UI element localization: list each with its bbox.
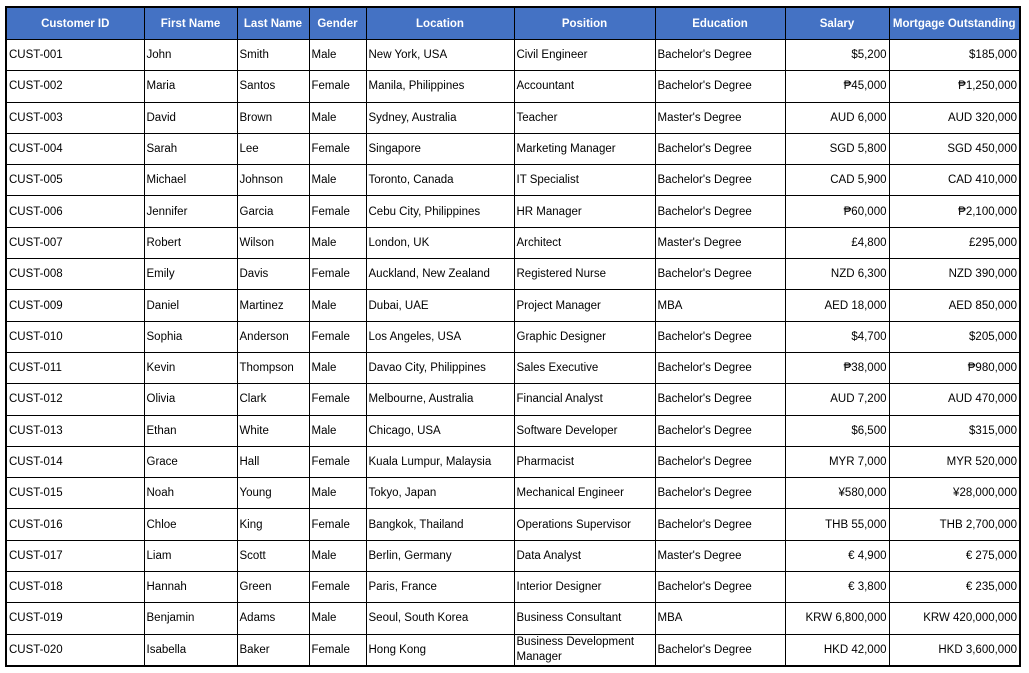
position-cell[interactable]: Business Development Manager	[514, 634, 655, 666]
salary-cell[interactable]: $6,500	[785, 415, 889, 446]
column-header-first-name[interactable]: First Name	[144, 7, 237, 40]
last-name-cell[interactable]: Smith	[237, 40, 309, 71]
gender-cell[interactable]: Male	[309, 352, 366, 383]
table-row	[6, 321, 1020, 352]
last-name-cell[interactable]: Young	[237, 478, 309, 509]
gender-cell[interactable]: Male	[309, 102, 366, 133]
column-header-last-name[interactable]: Last Name	[237, 7, 309, 40]
customer-id-cell[interactable]: CUST-015	[6, 478, 144, 509]
education-cell[interactable]: Bachelor's Degree	[655, 133, 785, 164]
salary-cell[interactable]: $5,200	[785, 40, 889, 71]
last-name-cell[interactable]: Scott	[237, 540, 309, 571]
education-cell[interactable]: Master's Degree	[655, 227, 785, 258]
table-row	[6, 352, 1020, 383]
last-name-cell[interactable]: Green	[237, 572, 309, 603]
customer-id-cell[interactable]: CUST-006	[6, 196, 144, 227]
first-name-cell[interactable]: Sophia	[144, 321, 237, 352]
customer-id-cell[interactable]: CUST-001	[6, 40, 144, 71]
last-name-cell[interactable]: Brown	[237, 102, 309, 133]
education-cell[interactable]: Bachelor's Degree	[655, 415, 785, 446]
table-row	[6, 478, 1020, 509]
position-cell[interactable]: Teacher	[514, 102, 655, 133]
location-cell[interactable]: Kuala Lumpur, Malaysia	[366, 446, 514, 477]
customer-id-cell[interactable]: CUST-009	[6, 290, 144, 321]
column-header-gender[interactable]: Gender	[309, 7, 366, 40]
salary-cell[interactable]: HKD 42,000	[785, 634, 889, 666]
customer-id-cell[interactable]: CUST-005	[6, 165, 144, 196]
last-name-cell[interactable]: Thompson	[237, 352, 309, 383]
mortgage-cell[interactable]: $205,000	[889, 321, 1020, 352]
location-cell[interactable]: Seoul, South Korea	[366, 603, 514, 634]
table-row	[6, 165, 1020, 196]
gender-cell[interactable]: Male	[309, 540, 366, 571]
education-cell[interactable]: Bachelor's Degree	[655, 40, 785, 71]
last-name-cell[interactable]: King	[237, 509, 309, 540]
salary-cell[interactable]: KRW 6,800,000	[785, 603, 889, 634]
first-name-cell[interactable]: Daniel	[144, 290, 237, 321]
salary-cell[interactable]: MYR 7,000	[785, 446, 889, 477]
mortgage-cell[interactable]: ¥28,000,000	[889, 478, 1020, 509]
mortgage-cell[interactable]: AUD 470,000	[889, 384, 1020, 415]
education-cell[interactable]: MBA	[655, 603, 785, 634]
customer-id-cell[interactable]: CUST-017	[6, 540, 144, 571]
location-cell[interactable]: Sydney, Australia	[366, 102, 514, 133]
position-cell[interactable]: Marketing Manager	[514, 133, 655, 164]
salary-cell[interactable]: AUD 6,000	[785, 102, 889, 133]
position-cell[interactable]: Operations Supervisor	[514, 509, 655, 540]
gender-cell[interactable]: Male	[309, 227, 366, 258]
position-cell[interactable]: Software Developer	[514, 415, 655, 446]
gender-cell[interactable]: Female	[309, 321, 366, 352]
salary-cell[interactable]: ₱38,000	[785, 352, 889, 383]
salary-cell[interactable]: NZD 6,300	[785, 259, 889, 290]
first-name-cell[interactable]: Emily	[144, 259, 237, 290]
gender-cell[interactable]: Female	[309, 384, 366, 415]
position-cell[interactable]: HR Manager	[514, 196, 655, 227]
education-cell[interactable]: Bachelor's Degree	[655, 321, 785, 352]
salary-cell[interactable]: ₱60,000	[785, 196, 889, 227]
mortgage-cell[interactable]: THB 2,700,000	[889, 509, 1020, 540]
gender-cell[interactable]: Female	[309, 71, 366, 102]
position-cell[interactable]: Sales Executive	[514, 352, 655, 383]
gender-cell[interactable]: Male	[309, 40, 366, 71]
header-row	[6, 7, 1020, 40]
first-name-cell[interactable]: Liam	[144, 540, 237, 571]
salary-cell[interactable]: AED 18,000	[785, 290, 889, 321]
education-cell[interactable]: Bachelor's Degree	[655, 165, 785, 196]
customer-id-cell[interactable]: CUST-018	[6, 572, 144, 603]
last-name-cell[interactable]: Lee	[237, 133, 309, 164]
gender-cell[interactable]: Female	[309, 133, 366, 164]
salary-cell[interactable]: € 3,800	[785, 572, 889, 603]
gender-cell[interactable]: Female	[309, 509, 366, 540]
location-cell[interactable]: Manila, Philippines	[366, 71, 514, 102]
customer-id-cell[interactable]: CUST-008	[6, 259, 144, 290]
table-row	[6, 196, 1020, 227]
first-name-cell[interactable]: Noah	[144, 478, 237, 509]
gender-cell[interactable]: Female	[309, 572, 366, 603]
education-cell[interactable]: Bachelor's Degree	[655, 196, 785, 227]
customer-id-cell[interactable]: CUST-014	[6, 446, 144, 477]
table-row	[6, 290, 1020, 321]
mortgage-cell[interactable]: CAD 410,000	[889, 165, 1020, 196]
customer-id-cell[interactable]: CUST-020	[6, 634, 144, 666]
customer-id-cell[interactable]: CUST-010	[6, 321, 144, 352]
first-name-cell[interactable]: Michael	[144, 165, 237, 196]
salary-cell[interactable]: ¥580,000	[785, 478, 889, 509]
last-name-cell[interactable]: Baker	[237, 634, 309, 666]
position-cell[interactable]: Mechanical Engineer	[514, 478, 655, 509]
education-cell[interactable]: Bachelor's Degree	[655, 259, 785, 290]
customer-table	[5, 6, 1021, 667]
salary-cell[interactable]: ₱45,000	[785, 71, 889, 102]
education-cell[interactable]: Master's Degree	[655, 540, 785, 571]
salary-cell[interactable]: THB 55,000	[785, 509, 889, 540]
salary-cell[interactable]: AUD 7,200	[785, 384, 889, 415]
salary-cell[interactable]: CAD 5,900	[785, 165, 889, 196]
location-cell[interactable]: Cebu City, Philippines	[366, 196, 514, 227]
mortgage-cell[interactable]: £295,000	[889, 227, 1020, 258]
table-row	[6, 384, 1020, 415]
first-name-cell[interactable]: Sarah	[144, 133, 237, 164]
position-cell[interactable]: Accountant	[514, 71, 655, 102]
table-row	[6, 40, 1020, 71]
customer-id-cell[interactable]: CUST-007	[6, 227, 144, 258]
location-cell[interactable]: Chicago, USA	[366, 415, 514, 446]
gender-cell[interactable]: Female	[309, 446, 366, 477]
mortgage-cell[interactable]: € 235,000	[889, 572, 1020, 603]
education-cell[interactable]: Bachelor's Degree	[655, 572, 785, 603]
customer-id-cell[interactable]: CUST-002	[6, 71, 144, 102]
gender-cell[interactable]: Female	[309, 259, 366, 290]
last-name-cell[interactable]: Garcia	[237, 196, 309, 227]
location-cell[interactable]: Los Angeles, USA	[366, 321, 514, 352]
position-cell[interactable]: Pharmacist	[514, 446, 655, 477]
customer-id-cell[interactable]: CUST-016	[6, 509, 144, 540]
position-cell[interactable]: Graphic Designer	[514, 321, 655, 352]
gender-cell[interactable]: Male	[309, 415, 366, 446]
mortgage-cell[interactable]: KRW 420,000,000	[889, 603, 1020, 634]
gender-cell[interactable]: Male	[309, 478, 366, 509]
position-cell[interactable]: Project Manager	[514, 290, 655, 321]
last-name-cell[interactable]: Clark	[237, 384, 309, 415]
mortgage-cell[interactable]: NZD 390,000	[889, 259, 1020, 290]
education-cell[interactable]: Bachelor's Degree	[655, 509, 785, 540]
column-header-salary[interactable]: Salary	[785, 7, 889, 40]
table-row	[6, 102, 1020, 133]
location-cell[interactable]: Melbourne, Australia	[366, 384, 514, 415]
table-row	[6, 603, 1020, 634]
education-cell[interactable]: Bachelor's Degree	[655, 478, 785, 509]
column-header-education[interactable]: Education	[655, 7, 785, 40]
first-name-cell[interactable]: John	[144, 40, 237, 71]
gender-cell[interactable]: Male	[309, 290, 366, 321]
column-header-position[interactable]: Position	[514, 7, 655, 40]
education-cell[interactable]: Bachelor's Degree	[655, 446, 785, 477]
mortgage-cell[interactable]: € 275,000	[889, 540, 1020, 571]
position-cell[interactable]: IT Specialist	[514, 165, 655, 196]
gender-cell[interactable]: Female	[309, 634, 366, 666]
education-cell[interactable]: Bachelor's Degree	[655, 352, 785, 383]
location-cell[interactable]: Hong Kong	[366, 634, 514, 666]
location-cell[interactable]: London, UK	[366, 227, 514, 258]
first-name-cell[interactable]: Kevin	[144, 352, 237, 383]
table-row	[6, 259, 1020, 290]
last-name-cell[interactable]: White	[237, 415, 309, 446]
first-name-cell[interactable]: Benjamin	[144, 603, 237, 634]
customer-id-cell[interactable]: CUST-019	[6, 603, 144, 634]
first-name-cell[interactable]: Robert	[144, 227, 237, 258]
column-header-location[interactable]: Location	[366, 7, 514, 40]
table-row	[6, 572, 1020, 603]
table-row	[6, 540, 1020, 571]
education-cell[interactable]: Bachelor's Degree	[655, 634, 785, 666]
customer-id-cell[interactable]: CUST-012	[6, 384, 144, 415]
table-body	[6, 40, 1020, 666]
location-cell[interactable]: Tokyo, Japan	[366, 478, 514, 509]
last-name-cell[interactable]: Adams	[237, 603, 309, 634]
mortgage-cell[interactable]: $315,000	[889, 415, 1020, 446]
table-row	[6, 509, 1020, 540]
position-cell[interactable]: Architect	[514, 227, 655, 258]
location-cell[interactable]: Singapore	[366, 133, 514, 164]
column-header-customer-id[interactable]: Customer ID	[6, 7, 144, 40]
position-cell[interactable]: Data Analyst	[514, 540, 655, 571]
mortgage-cell[interactable]: ₱2,100,000	[889, 196, 1020, 227]
salary-cell[interactable]: £4,800	[785, 227, 889, 258]
first-name-cell[interactable]: Hannah	[144, 572, 237, 603]
education-cell[interactable]: MBA	[655, 290, 785, 321]
location-cell[interactable]: Paris, France	[366, 572, 514, 603]
first-name-cell[interactable]: Olivia	[144, 384, 237, 415]
customer-id-cell[interactable]: CUST-013	[6, 415, 144, 446]
first-name-cell[interactable]: Isabella	[144, 634, 237, 666]
table-row	[6, 446, 1020, 477]
gender-cell[interactable]: Male	[309, 165, 366, 196]
mortgage-cell[interactable]: MYR 520,000	[889, 446, 1020, 477]
position-cell[interactable]: Financial Analyst	[514, 384, 655, 415]
last-name-cell[interactable]: Hall	[237, 446, 309, 477]
salary-cell[interactable]: SGD 5,800	[785, 133, 889, 164]
table-row	[6, 227, 1020, 258]
first-name-cell[interactable]: Chloe	[144, 509, 237, 540]
first-name-cell[interactable]: David	[144, 102, 237, 133]
position-cell[interactable]: Interior Designer	[514, 572, 655, 603]
salary-cell[interactable]: $4,700	[785, 321, 889, 352]
table-row	[6, 71, 1020, 102]
location-cell[interactable]: Berlin, Germany	[366, 540, 514, 571]
mortgage-cell[interactable]: AED 850,000	[889, 290, 1020, 321]
mortgage-cell[interactable]: ₱980,000	[889, 352, 1020, 383]
first-name-cell[interactable]: Ethan	[144, 415, 237, 446]
location-cell[interactable]: Bangkok, Thailand	[366, 509, 514, 540]
gender-cell[interactable]: Male	[309, 603, 366, 634]
location-cell[interactable]: Dubai, UAE	[366, 290, 514, 321]
first-name-cell[interactable]: Jennifer	[144, 196, 237, 227]
location-cell[interactable]: Davao City, Philippines	[366, 352, 514, 383]
mortgage-cell[interactable]: $185,000	[889, 40, 1020, 71]
customer-id-cell[interactable]: CUST-003	[6, 102, 144, 133]
last-name-cell[interactable]: Anderson	[237, 321, 309, 352]
column-header-mortgage-outstanding[interactable]: Mortgage Outstanding	[889, 7, 1020, 40]
location-cell[interactable]: Auckland, New Zealand	[366, 259, 514, 290]
mortgage-cell[interactable]: AUD 320,000	[889, 102, 1020, 133]
education-cell[interactable]: Bachelor's Degree	[655, 71, 785, 102]
first-name-cell[interactable]: Grace	[144, 446, 237, 477]
table-row	[6, 133, 1020, 164]
location-cell[interactable]: New York, USA	[366, 40, 514, 71]
education-cell[interactable]: Master's Degree	[655, 102, 785, 133]
last-name-cell[interactable]: Martinez	[237, 290, 309, 321]
location-cell[interactable]: Toronto, Canada	[366, 165, 514, 196]
position-cell[interactable]: Business Consultant	[514, 603, 655, 634]
mortgage-cell[interactable]: HKD 3,600,000	[889, 634, 1020, 666]
position-cell[interactable]: Registered Nurse	[514, 259, 655, 290]
table-row	[6, 415, 1020, 446]
last-name-cell[interactable]: Davis	[237, 259, 309, 290]
table-row	[6, 634, 1020, 666]
position-cell[interactable]: Civil Engineer	[514, 40, 655, 71]
customer-id-cell[interactable]: CUST-004	[6, 133, 144, 164]
last-name-cell[interactable]: Johnson	[237, 165, 309, 196]
first-name-cell[interactable]: Maria	[144, 71, 237, 102]
mortgage-cell[interactable]: ₱1,250,000	[889, 71, 1020, 102]
education-cell[interactable]: Bachelor's Degree	[655, 384, 785, 415]
customer-id-cell[interactable]: CUST-011	[6, 352, 144, 383]
mortgage-cell[interactable]: SGD 450,000	[889, 133, 1020, 164]
salary-cell[interactable]: € 4,900	[785, 540, 889, 571]
last-name-cell[interactable]: Santos	[237, 71, 309, 102]
gender-cell[interactable]: Female	[309, 196, 366, 227]
last-name-cell[interactable]: Wilson	[237, 227, 309, 258]
